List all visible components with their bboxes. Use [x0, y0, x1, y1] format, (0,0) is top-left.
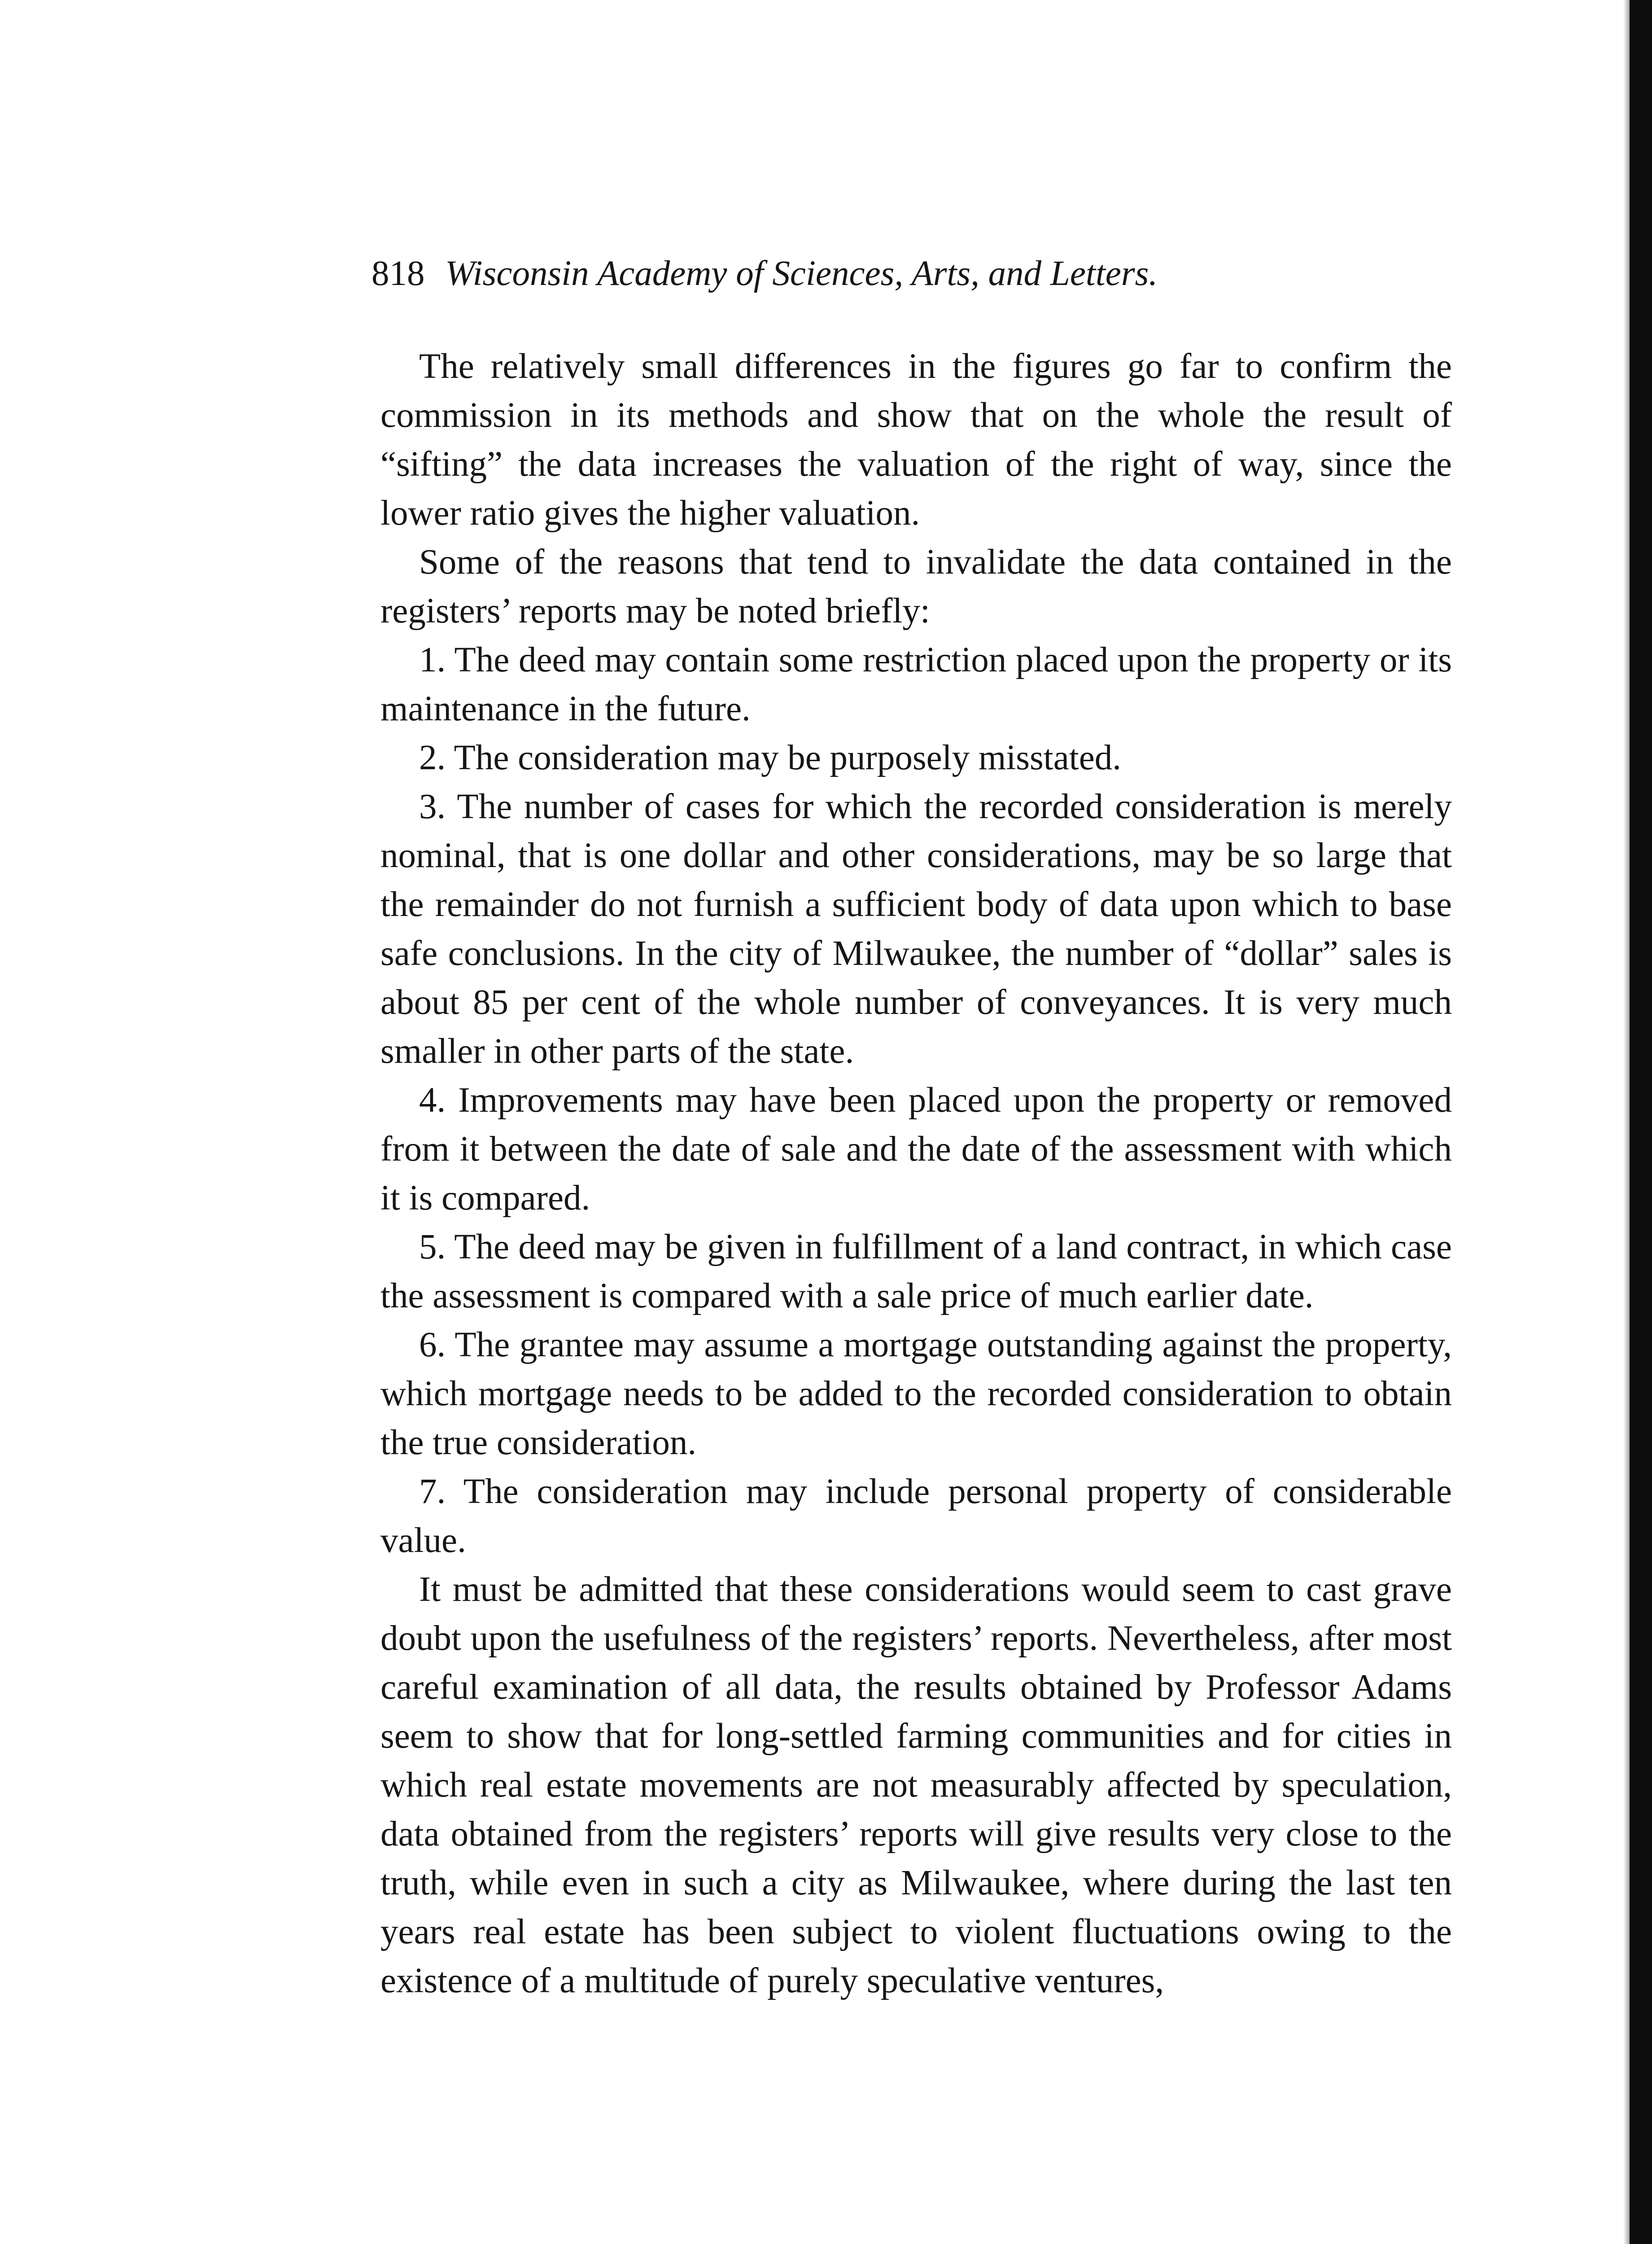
list-item: 6. The grantee may assume a mortgage outstanding against the property, which mortgage needs to be added to the recorded consideration to obtain the true consideration.	[380, 1325, 1452, 1462]
scan-edge-shadow	[1623, 0, 1630, 2244]
paragraph: The relatively small differences in the figures go far to confirm the commission in its methods and show that on the whole the result of “sifting” the data increases the valuation of the right of way, since the lower ratio gives the higher valuation.	[380, 347, 1452, 533]
list-item: 5. The deed may be given in fulfillment of a land contract, in which case the assessment is compared with a sale price of much earlier date.	[380, 1227, 1452, 1315]
running-header	[371, 251, 1448, 296]
body-text	[380, 342, 1452, 2005]
paragraph: Some of the reasons that tend to invalidate the data contained in the registers’ reports may be noted briefly:	[380, 543, 1452, 631]
paragraph: It must be admitted that these considerations would seem to cast grave doubt upon the usefulness of the registers’ reports. Nevertheless, after most careful examination of all data, the results obtained by Professor Adams seem to show that for long-settled farming communities and for cities in which real estate movements are not measurably affected by speculation, data obtained from the registers’ reports will give results very close to the truth, while even in such a city as Milwaukee, where during the last ten years real estate has been subject to violent fluctuations owing to the existence of a multitude of purely speculative ventures,	[380, 1570, 1452, 2000]
page-number: 818	[371, 254, 425, 293]
list-item: 3. The number of cases for which the recorded consideration is merely nominal, that is one dollar and other considerations, may be so large that the remainder do not furnish a sufficient body of data upon which to base safe conclusions. In the city of Milwaukee, the number of “dollar” sales is about 85 per cent of the whole number of conveyances. It is very much smaller in other parts of the state.	[380, 787, 1452, 1071]
list-item: 7. The consideration may include personal property of considerable value.	[380, 1472, 1452, 1560]
list-item: 4. Improvements may have been placed upon the property or removed from it between the date of sale and the date of the assessment with which it is compared.	[380, 1081, 1452, 1218]
scan-edge	[1630, 0, 1652, 2244]
list-item: 2. The consideration may be purposely misstated.	[419, 738, 1122, 777]
list-item: 1. The deed may contain some restriction placed upon the property or its maintenance in the future.	[380, 640, 1452, 728]
running-title: Wisconsin Academy of Sciences, Arts, and Letters.	[445, 254, 1158, 293]
